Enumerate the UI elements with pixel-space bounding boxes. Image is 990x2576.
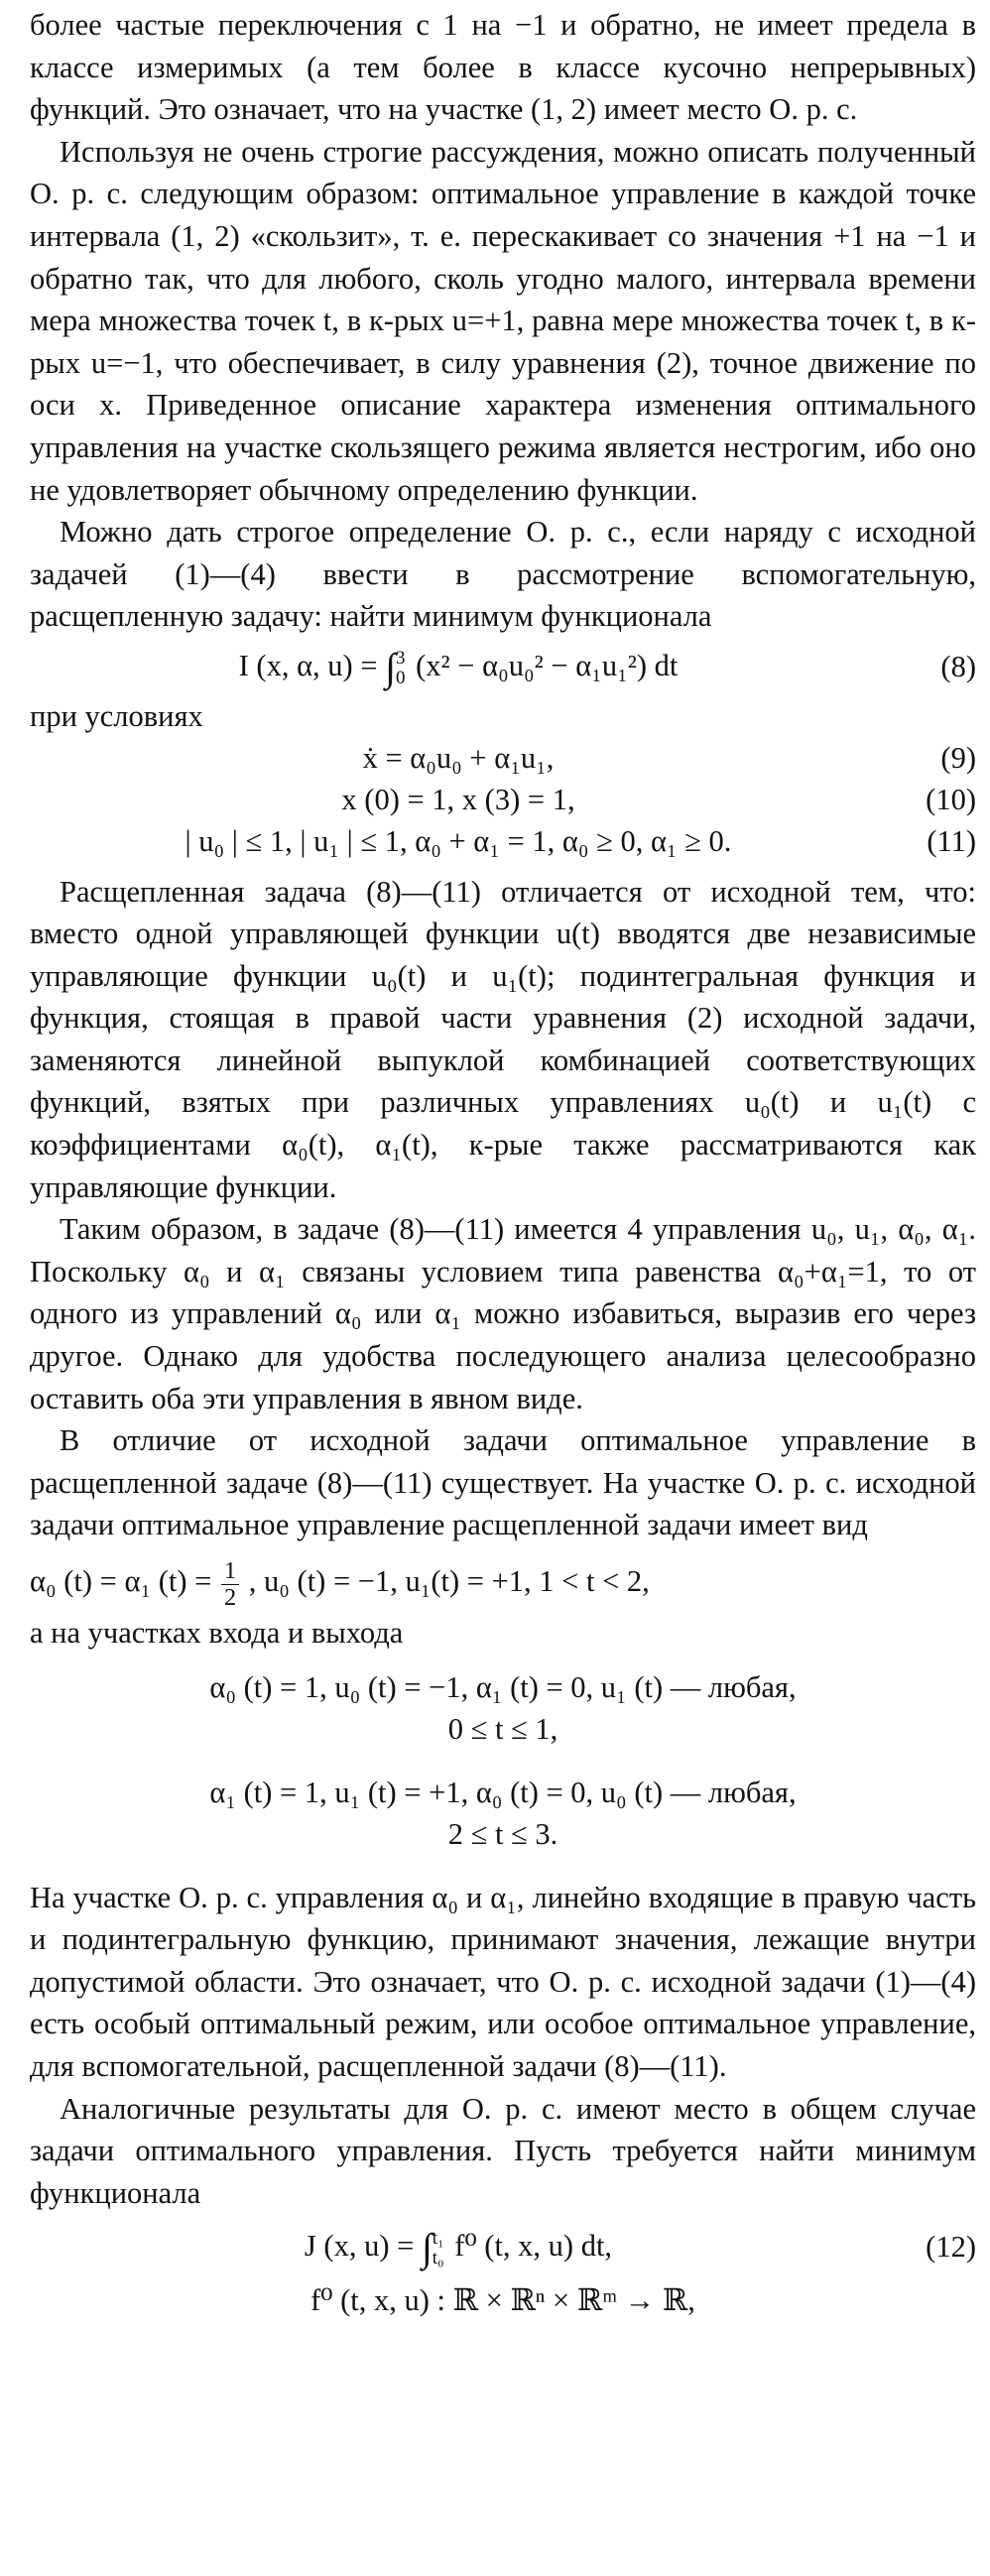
equation-8-number: (8) xyxy=(940,649,976,683)
paragraph-6: В отличие от исходной задачи оптимальное управление в расщепленной задаче (8)—(11) существует. На участке О. р. с. исходной задачи оптимальное управление расщепленной задачи имеет вид xyxy=(30,1423,976,1542)
equation-9-number: (9) xyxy=(940,741,976,776)
equation-entry-line-1: α₀ (t) = 1, u₀ (t) = −1, α₁ (t) = 0, u₁ (t) — любая, xyxy=(209,1669,797,1704)
equation-8-integrand: (x² − α₀u₀² − α₁u₁²) dt xyxy=(416,648,679,682)
paragraph-3: Можно дать строгое определение О. р. с., если наряду с исходной задачей (1)—(4) ввести в рассмотрение вспомогательную, расщепленную задачу: найти минимум функционала xyxy=(30,515,976,634)
paragraph-2: Используя не очень строгие рассуждения, можно описать полученный О. р. с. следующим образом: оптимальное управление в каждой точке интервала (1, 2) «скользит», т. е. перескакивает со значения +1 на −1 и обратно так, что для любого, сколь угодно малого, интервала времени мера множества точек t, в к-рых u=+1, равна мере множества точек t, в к-рых u=−1, что обеспечивает, в силу уравнения (2), точное движение по оси x. Приведенное описание характера изменения оптимального управления на участке скользящего режима является нестрогим, ибо оно не удовлетворяет обычному определению функции. xyxy=(30,134,976,507)
paragraph-1: более частые переключения с 1 на −1 и обратно, не имеет предела в классе измеримых (а тем более в классе кусочно непрерывных) функций. Это означает, что на участке (1, 2) имеет место О. р. с. xyxy=(30,8,976,127)
equation-12 xyxy=(30,2226,976,2268)
conditions-label: при условиях xyxy=(30,698,203,733)
fraction-one-half: $\frac{1}{2}$ xyxy=(221,1558,239,1610)
integral-limits xyxy=(396,649,405,688)
equation-singular-control-post: , u₀ (t) = −1, u₁(t) = +1, 1 < t < 2, xyxy=(248,1564,650,1599)
equation-10-number: (10) xyxy=(926,783,976,817)
paragraph-5: Таким образом, в задаче (8)—(11) имеется 4 управления u₀, u₁, α₀, α₁. Поскольку α₀ и α₁ связаны условием типа равенства α₀+α₁=1, то от одного из управлений α₀ или α₁ можно избавиться, выразив его через другое. Однако для удобства последующего анализа целесообразно оставить оба эти управления в явном виде. xyxy=(30,1212,976,1415)
equation-10 xyxy=(30,780,976,821)
equation-12-lhs: J (x, u) = xyxy=(304,2229,415,2264)
equation-12-number: (12) xyxy=(926,2230,976,2265)
paragraph-4: Расщепленная задача (8)—(11) отличается от исходной тем, что: вместо одной управляющей функции u(t) вводятся две независимые управляющие функции u₀(t) и u₁(t); подинтегральная функция и функция, стоящая в правой части уравнения (2) исходной задачи, заменяются линейной выпуклой комбинацией соответствующих функций, взятых при различных управлениях u₀(t) и u₁(t) с коэффициентами α₀(t), α₁(t), к-рые также рассматриваются как управляющие функции. xyxy=(30,874,976,1204)
integral-lower-limit: 0 xyxy=(396,667,406,688)
equation-10-body: x (0) = 1, x (3) = 1, xyxy=(341,783,575,817)
equation-singular-control xyxy=(30,1557,976,1611)
integral-sign-icon: ∫ xyxy=(385,645,397,689)
integral-limits xyxy=(433,2229,444,2269)
equation-9 xyxy=(30,738,976,780)
equation-8-lhs: I (x, α, u) = xyxy=(238,648,378,682)
equation-12-integrand: f⁰ (t, x, u) dt, xyxy=(454,2229,613,2264)
equation-singular-control-pre: α₀ (t) = α₁ (t) = xyxy=(30,1564,212,1599)
equation-exit-line-1: α₁ (t) = 1, u₁ (t) = +1, α₀ (t) = 0, u₀ (t) — любая, xyxy=(209,1775,797,1809)
integral-upper-limit: t₁ xyxy=(432,2228,444,2250)
equation-entry-line-2: 0 ≤ t ≤ 1, xyxy=(447,1711,558,1746)
paragraph-7: На участке О. р. с. управления α₀ и α₁, линейно входящие в правую часть и подинтегральную функцию, принимают значения, лежащие внутри допустимой области. Это означает, что О. р. с. исходной задачи (1)—(4) есть особый оптимальный режим, или особое оптимальное управление, для вспомогательной, расщепленной задачи (8)—(11). xyxy=(30,1880,976,2083)
paragraph-8: Аналогичные результаты для О. р. с. имеют место в общем случае задачи оптимального управления. Пусть требуется найти минимум функционала xyxy=(30,2091,976,2210)
integral-lower-limit: t₀ xyxy=(432,2248,444,2269)
equation-11 xyxy=(30,821,976,863)
equation-8 xyxy=(30,646,976,687)
equation-9-body: ẋ = α₀u₀ + α₁u₁, xyxy=(362,741,555,776)
equation-integrand-mapping: f⁰ (t, x, u) : ℝ × ℝⁿ × ℝᵐ → ℝ, xyxy=(310,2283,695,2318)
equation-exit-line-2: 2 ≤ t ≤ 3. xyxy=(447,1816,558,1851)
entry-exit-label: а на участках входа и выхода xyxy=(30,1616,404,1650)
integral-sign-icon: ∫ xyxy=(421,2225,433,2269)
integral-upper-limit: 3 xyxy=(396,647,406,669)
equation-11-body: | u₀ | ≤ 1, | u₁ | ≤ 1, α₀ + α₁ = 1, α₀ ≥ 0, α₁ ≥ 0. xyxy=(185,824,732,859)
equation-11-number: (11) xyxy=(927,824,976,859)
